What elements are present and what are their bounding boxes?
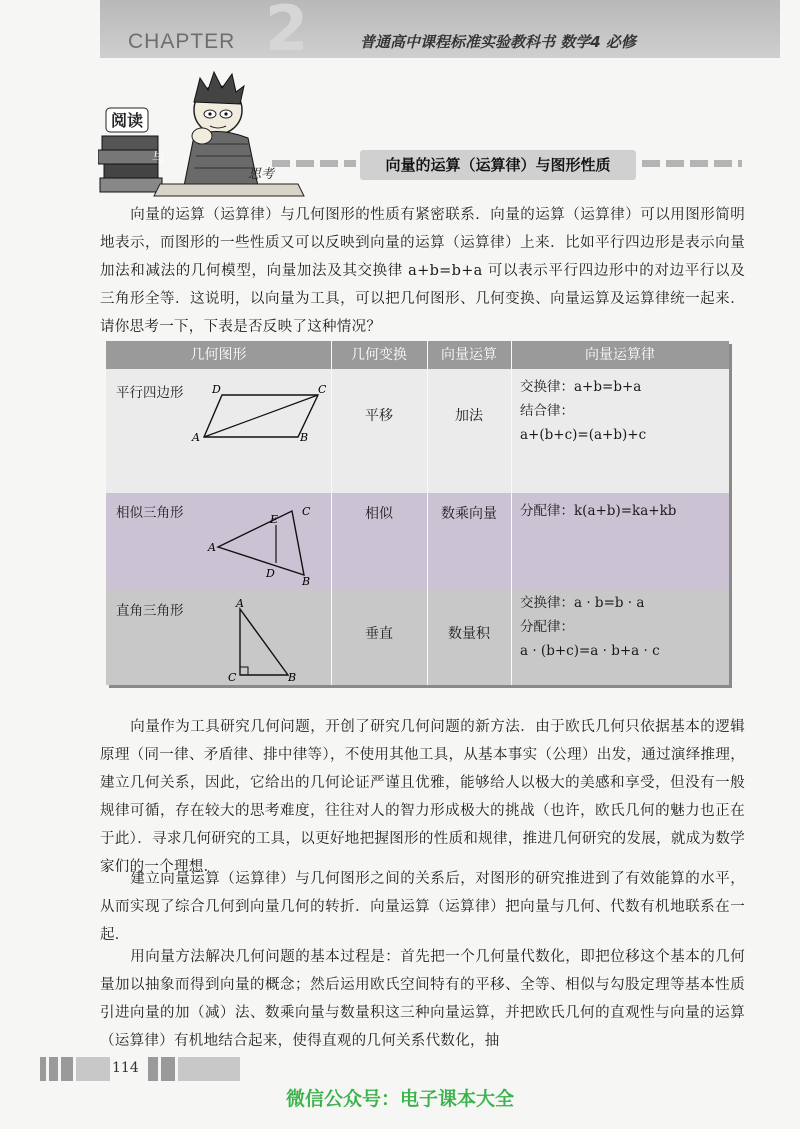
row3-operation: 数量积	[448, 626, 490, 642]
header-shape: 几何图形	[190, 347, 247, 363]
paragraph-intro	[100, 201, 745, 341]
parallelogram-figure	[176, 379, 326, 443]
row3-transform: 垂直	[365, 626, 393, 642]
footer-decoration	[40, 1057, 240, 1081]
paragraph-relation	[100, 865, 745, 949]
section-title: 向量的运算（运算律）与图形性质	[360, 150, 636, 180]
table-header-row	[106, 341, 729, 369]
column-divider	[511, 341, 512, 685]
point-b: B	[302, 575, 311, 585]
row2-operation: 数乘向量	[441, 506, 497, 522]
paragraph-intro-text: 向量的运算（运算律）与几何图形的性质有紧密联系．向量的运算（运算律）可以用图形简明地表示，而图形的一些性质又可以反映到向量的运算（运算律）上来．比如平行四边形是表示向量加法和减法的几何模型，向量加法及其交换律 a+b=b+a 可以表示平行四边形中的对边平行以及三角形全等．这说明，以向量为工具，可以把几何图形、几何变换、向量运算及运算律统一起来．请你思考一下，下表是否反映了这种情况？	[100, 207, 745, 335]
law-line: 结合律：	[520, 403, 574, 419]
read-label: 阅读	[110, 111, 144, 130]
law-line: 分配律：k(a+b)=ka+kb	[520, 503, 677, 519]
think-label: 思考	[248, 167, 275, 182]
point-b: B	[288, 671, 296, 683]
chapter-label: CHAPTER	[128, 30, 236, 53]
header-laws: 向量运算律	[585, 347, 655, 363]
point-b: B	[300, 431, 309, 443]
banner-dash-left	[272, 160, 356, 167]
point-d: D	[212, 383, 221, 396]
row2-transform: 相似	[365, 506, 393, 522]
row1-laws	[520, 375, 646, 447]
point-c: C	[228, 671, 237, 683]
point-c: C	[318, 383, 326, 396]
paragraph-tool-text: 向量作为工具研究几何问题，开创了研究几何问题的新方法．由于欧氏几何只依据基本的逻辑原理（同一律、矛盾律、排中律等），不使用其他工具，从基本事实（公理）出发，通过演绎推理，建立几何关系，因此，它给出的几何论证严谨且优雅，能够给人以极大的美感和享受，但没有一般规律可循，存在较大的思考难度，往往对人的智力形成极大的挑战（也许，欧氏几何的魅力也正在于此）．寻求几何研究的工具，以更好地把握图形的性质和规律，推进几何研究的发展，就成为数学家们的一个理想．	[100, 719, 745, 875]
right-triangle-figure	[226, 599, 296, 683]
header-operation: 向量运算	[441, 347, 497, 363]
law-line: 交换律：a · b=b · a	[520, 595, 645, 611]
row3-laws	[520, 591, 660, 663]
book-title: 普通高中课程标准实验教科书 数学4 必修	[360, 33, 636, 51]
row2-laws	[520, 499, 676, 523]
page-number: 114	[112, 1060, 139, 1076]
point-a: A	[236, 599, 244, 610]
row2-shape: 相似三角形	[116, 505, 184, 521]
point-a: A	[192, 431, 200, 443]
law-line: a+(b+c)=(a+b)+c	[520, 427, 647, 443]
point-c: C	[302, 505, 311, 518]
point-d: D	[266, 567, 275, 580]
row1-shape: 平行四边形	[116, 385, 184, 401]
banner-dash-right	[642, 160, 742, 167]
similar-triangle-figure	[206, 501, 321, 585]
with-label: 与	[152, 151, 166, 166]
watermark: 微信公众号：电子课本大全	[285, 1088, 514, 1110]
point-a: A	[208, 541, 216, 554]
geometry-vector-table	[106, 341, 729, 685]
law-line: 交换律：a+b=b+a	[520, 379, 642, 395]
law-line: a · (b+c)=a · b+a · c	[520, 643, 660, 659]
paragraph-tool	[100, 713, 745, 881]
chapter-number: 2	[265, 0, 309, 65]
paragraph-method-text: 用向量方法解决几何问题的基本过程是：首先把一个几何量代数化，即把位移这个基本的几何量加以抽象而得到向量的概念；然后运用欧氏空间特有的平移、全等、相似与勾股定理等基本性质引进向量的加（减）法、数乘向量与数量积这三种向量运算，并把欧氏几何的直观性与向量的运算（运算律）有机地结合起来，使得直观的几何关系代数化，抽	[100, 949, 745, 1049]
reading-boy-illustration	[98, 66, 308, 198]
row3-shape: 直角三角形	[116, 603, 184, 619]
law-line: 分配律：	[520, 619, 574, 635]
row1-transform: 平移	[365, 408, 393, 424]
paragraph-relation-text: 建立向量运算（运算律）与几何图形之间的关系后，对图形的研究推进到了有效能算的水平，从而实现了综合几何到向量几何的转折．向量运算（运算律）把向量与几何、代数有机地联系在一起．	[100, 871, 745, 943]
header-transform: 几何变换	[351, 347, 407, 363]
page-header	[100, 0, 780, 65]
paragraph-method	[100, 943, 745, 1055]
point-e: E	[270, 513, 279, 526]
row1-operation: 加法	[455, 408, 483, 424]
